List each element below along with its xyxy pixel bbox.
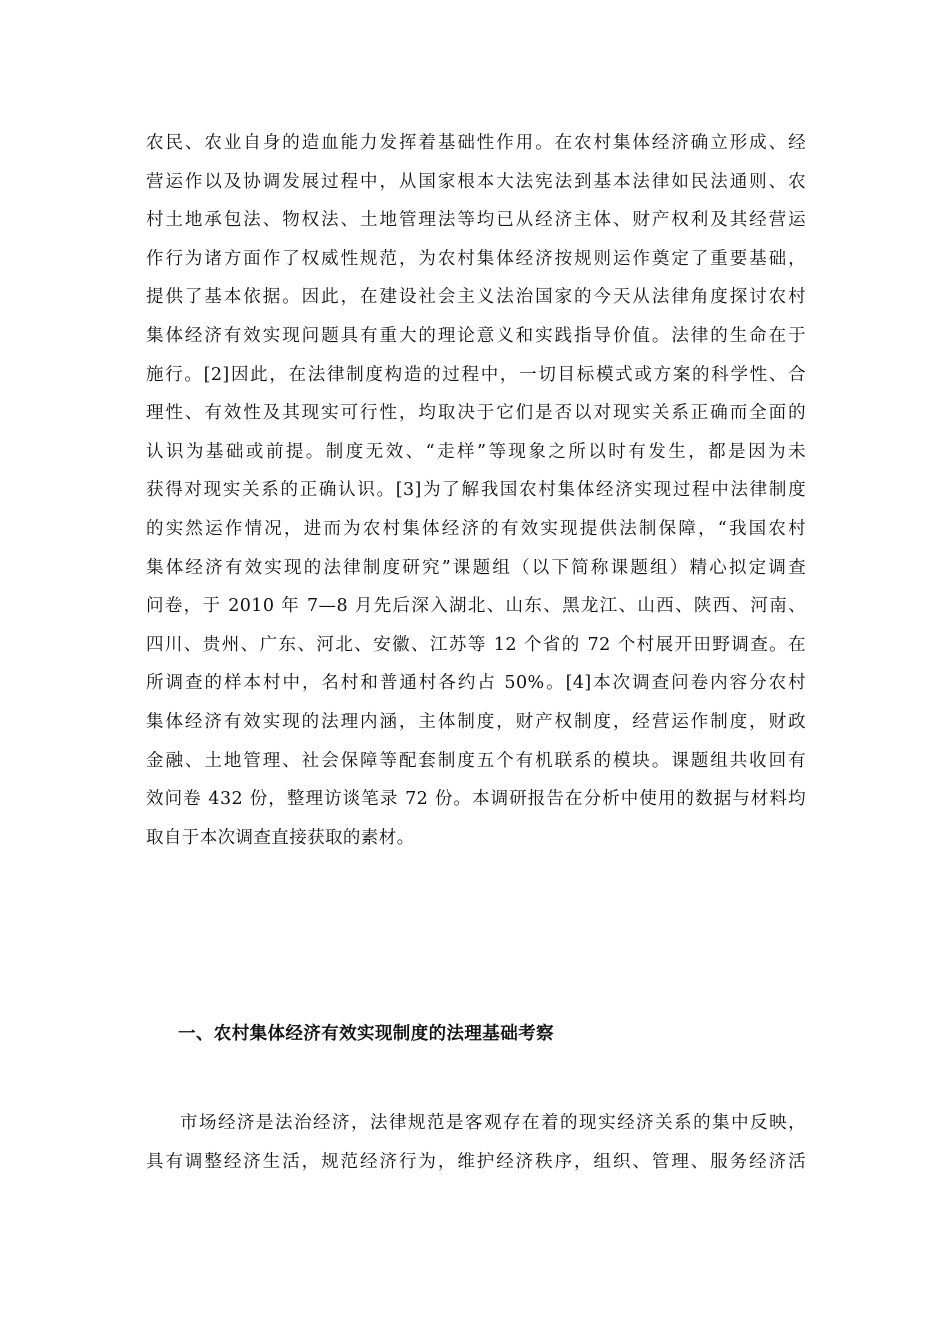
text-line-last: 取自于本次调查直接获取的素材。 [146, 827, 415, 848]
text-line: 获得对现实关系的正确认识。[3]为了解我国农村集体经济实现过程中法律制度 [146, 480, 806, 501]
paragraph-body-2 [146, 1104, 806, 1181]
text-line-indented: 市场经济是法治经济，法律规范是客观存在着的现实经济关系的集中反映， [180, 1113, 806, 1133]
text-line: 所调查的样本村中，名村和普通村各约占 50%。[4]本次调查问卷内容分农村 [146, 673, 806, 694]
text-line: 集体经济有效实现的法律制度研究”课题组（以下简称课题组）精心拟定调查 [146, 557, 806, 578]
text-line: 集体经济有效实现问题具有重大的理论意义和实践指导价值。法律的生命在于 [146, 325, 806, 346]
text-line: 的实然运作情况，进而为农村集体经济的有效实现提供法制保障，“我国农村 [146, 518, 806, 539]
text-line: 农民、农业自身的造血能力发挥着基础性作用。在农村集体经济确立形成、经 [146, 133, 806, 153]
text-line: 理性、有效性及其现实可行性，均取决于它们是否以对现实关系正确而全面的 [146, 403, 806, 424]
text-line: 问卷，于 2010 年 7—8 月先后深入湖北、山东、黑龙江、山西、陕西、河南、 [146, 596, 806, 617]
text-line: 村土地承包法、物权法、土地管理法等均已从经济主体、财产权利及其经营运 [146, 210, 806, 231]
text-line: 集体经济有效实现的法理内涵，主体制度，财产权制度，经营运作制度，财政 [146, 711, 806, 732]
paragraph-body [146, 124, 806, 857]
text-line: 四川、贵州、广东、河北、安徽、江苏等 12 个省的 72 个村展开田野调查。在 [146, 634, 806, 655]
text-line: 提供了基本依据。因此，在建设社会主义法治国家的今天从法律角度探讨农村 [146, 287, 806, 308]
text-line: 施行。[2]因此，在法律制度构造的过程中，一切目标模式或方案的科学性、合 [146, 364, 806, 385]
text-line: 营运作以及协调发展过程中，从国家根本大法宪法到基本法律如民法通则、农 [146, 171, 806, 192]
text-line: 具有调整经济生活，规范经济行为，维护经济秩序，组织、管理、服务经济活 [146, 1151, 806, 1172]
section-heading: 一、农村集体经济有效实现制度的法理基础考察 [178, 1024, 554, 1044]
text-line: 金融、土地管理、社会保障等配套制度五个有机联系的模块。课题组共收回有 [146, 750, 806, 771]
text-line: 效问卷 432 份，整理访谈笔录 72 份。本调研报告在分析中使用的数据与材料均 [146, 789, 806, 810]
text-line: 作行为诸方面作了权威性规范，为农村集体经济按规则运作奠定了重要基础， [146, 248, 806, 269]
text-line: 认识为基础或前提。制度无效、“走样”等现象之所以时有发生，都是因为未 [146, 441, 806, 462]
